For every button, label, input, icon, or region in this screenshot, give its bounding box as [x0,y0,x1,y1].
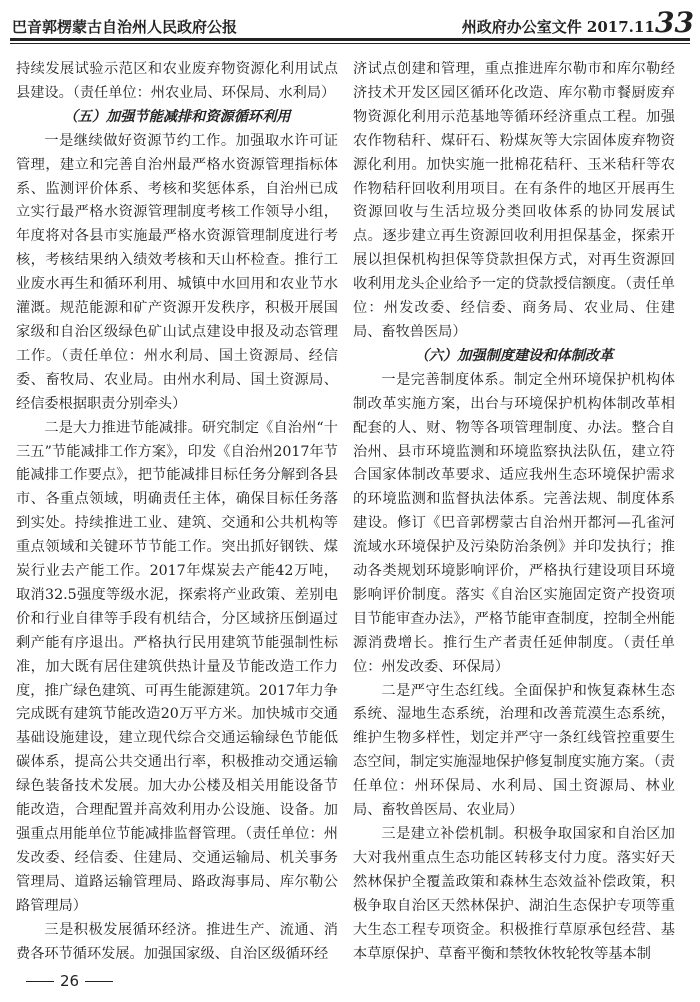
page-footer [20,972,119,990]
footer-dash-left [26,981,54,982]
page-number: 26 [60,972,80,990]
paragraph: 二是大力推进节能减排。研究制定《自治州“十三五”节能减排工作方案》，印发《自治州2017年节能减排工作要点》，把节能减排目标任务分解到各县市、各重点领域，明确责任主体，确保目标任务落到实处。持续推进工业、建筑、交通和公共机构等重点领域和关键环节节能工作。突出抓好钢铁、煤炭行业去产能工作。2017年煤炭去产能42万吨，取消32.5强度等级水泥，探索将产业政策、差别电价和行业自律等手段有机结合，分区域挤压倒逼过剩产能有序退出。严格执行民用建筑节能强制性标准，加大既有居住建筑供热计量及节能改造工作力度，推广绿色建筑、可再生能源建筑。2017年力争完成既有建筑节能改造20万平方米。加快城市交通基础设施建设，建立现代综合交通运输绿色节能低碳体系，提高公共交通出行率，积极推动交通运输绿色装备技术发展。加大办公楼及相关用能设备节能改造，合理配置并高效利用办公设施、设备。加强重点用能单位节能减排监督管理。（责任单位：州发改委、经信委、住建局、交通运输局、机关事务管理局、道路运输管理局、路政海事局、库尔勒公路管理局） [16,419,338,914]
page-header [8,6,694,39]
header-rule [10,38,690,41]
left-column [16,58,338,966]
paragraph: 持续发展试验示范区和农业废弃物资源化利用试点县建设。（责任单位：州农业局、环保局、水利局） [16,61,338,101]
paragraph: 三是积极发展循环经济。推进生产、流通、消费各环节循环发展。加强国家级、自治区级循环经 [16,921,338,962]
page-mark: 33 [655,6,694,39]
paragraph: 二是严守生态红线。全面保护和恢复森林生态系统、湿地生态系统，治理和改善荒漠生态系统，维护生物多样性，划定并严守一条红线管控重要生态空间，制定实施湿地保护修复制度实施方案。（责任单位：州环保局、水利局、国土资源局、林业局、畜牧兽医局、农业局） [353,682,675,819]
header-rule-thin [10,43,690,44]
paragraph: 三是建立补偿机制。积极争取国家和自治区加大对我州重点生态功能区转移支付力度。落实好天然林保护全覆盖政策和森林生态效益补偿政策，积极争取自治区天然林保护、湖泊生态保护专项等重大生态工程专项资金。积极推行草原承包经营、基本草原保护、草畜平衡和禁牧休牧轮牧等基本制 [353,826,675,962]
paragraph: 一是继续做好资源节约工作。加强取水许可证管理，建立和完善自治州最严格水资源管理指标体系、监测评价体系、考核和奖惩体系，自治州已成立实行最严格水资源管理制度考核工作领导小组，年度将对各县市实施最严格水资源管理制度进行考核，考核结果纳入绩效考核和天山杯检查。推行工业废水再生和循环利用、城镇中水回用和农业节水灌溉。规范能源和矿产资源开发秩序，积极开展国家级和自治区级绿色矿山试点建设申报及动态管理工作。（责任单位：州水利局、国土资源局、经信委、畜牧局、农业局。由州水利局、国土资源局、经信委根据职责分别牵头） [16,132,338,412]
issue-label: 州政府办公室文件 2017.11. [461,18,660,36]
publication-title: 巴音郭楞蒙古自治州人民政府公报 [12,18,238,36]
right-column [353,58,675,966]
paragraph: 济试点创建和管理，重点推进库尔勒市和库尔勒经济技术开发区园区循环化改造、库尔勒市餐厨废弃物资源化利用示范基地等循环经济重点工程。加强农作物秸秆、煤矸石、粉煤灰等大宗固体废弃物资源化利用。加快实施一批棉花秸秆、玉米秸秆等农作物秸秆回收利用项目。在有条件的地区开展再生资源回收与生活垃圾分类回收体系的协同发展试点。逐步建立再生资源回收利用担保基金，探索开展以担保机构担保等贷款担保方式，对再生资源回收利用龙头企业给予一定的贷款授信额度。（责任单位：州发改委、经信委、商务局、农业局、住建局、畜牧兽医局） [353,61,675,340]
section-heading: （五）加强节能减排和资源循环利用 [63,108,291,125]
section-heading: （六）加强制度建设和体制改革 [414,347,614,364]
paragraph: 一是完善制度体系。制定全州环境保护机构体制改革实施方案，出台与环境保护机构体制改革相配套的人、财、物等各项管理制度、办法。整合自治州、县市环境监测和环境监察执法队伍，建立符合国家体制改革要求、适应我州生态环境保护需求的环境监测和监督执法体系。完善法规、制度体系建设。修订《巴音郭楞蒙古自治州开都河—孔雀河流域水环境保护及污染防治条例》并印发执行；推动各类规划环境影响评价，严格执行建设项目环境影响评价制度。落实《自治区实施固定资产投资项目节能审查办法》，严格节能审查制度，控制全州能源消费增长。推行生产者责任延伸制度。（责任单位：州发改委、环保局） [353,371,675,675]
footer-dash-right [85,981,113,982]
